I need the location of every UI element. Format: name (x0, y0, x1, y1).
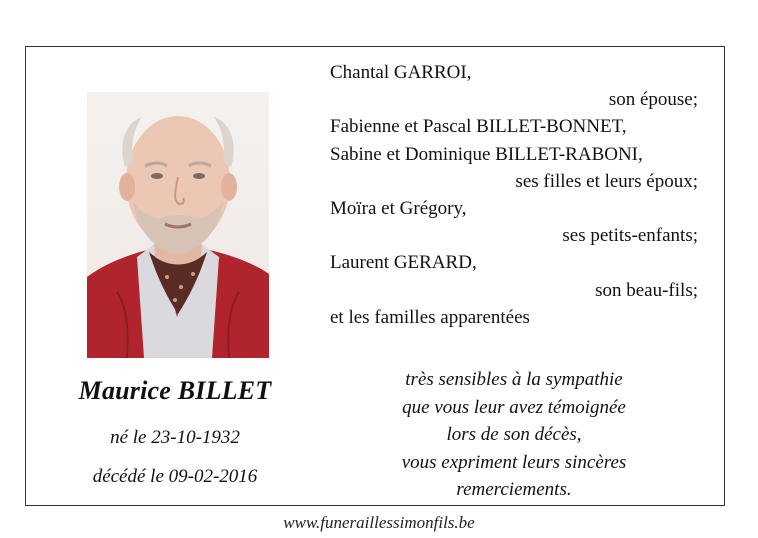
thank-you-message (330, 366, 698, 504)
portrait-photo (87, 92, 269, 358)
family-list (330, 59, 698, 331)
death-date: décédé le 09-02-2016 (92, 466, 258, 487)
family-line: Laurent GERARD, (330, 252, 477, 274)
family-line: Sabine et Dominique BILLET-RABONI, (330, 143, 643, 165)
message-line: vous expriment leurs sincères (401, 451, 627, 473)
family-line: ses petits-enfants; (562, 225, 698, 247)
family-line: ses filles et leurs époux; (515, 170, 698, 192)
family-line: et les familles apparentées (330, 306, 530, 328)
family-line: son beau-fils; (595, 279, 698, 301)
memorial-card (25, 46, 725, 506)
deceased-name: Maurice BILLET (78, 376, 272, 405)
family-line: Moïra et Grégory, (330, 198, 467, 220)
message-line: lors de son décès, (446, 424, 582, 445)
family-line: Chantal GARROI, (330, 62, 472, 83)
family-line: Fabienne et Pascal BILLET-BONNET, (330, 116, 627, 138)
message-line: que vous leur avez témoignée (402, 396, 626, 418)
family-line: son épouse; (608, 89, 698, 111)
message-line: remerciements. (456, 479, 572, 500)
website-link[interactable]: www.funeraillessimonfils.be (283, 513, 475, 532)
birth-date: né le 23-10-1932 (110, 427, 240, 448)
message-line: très sensibles à la sympathie (405, 369, 623, 390)
